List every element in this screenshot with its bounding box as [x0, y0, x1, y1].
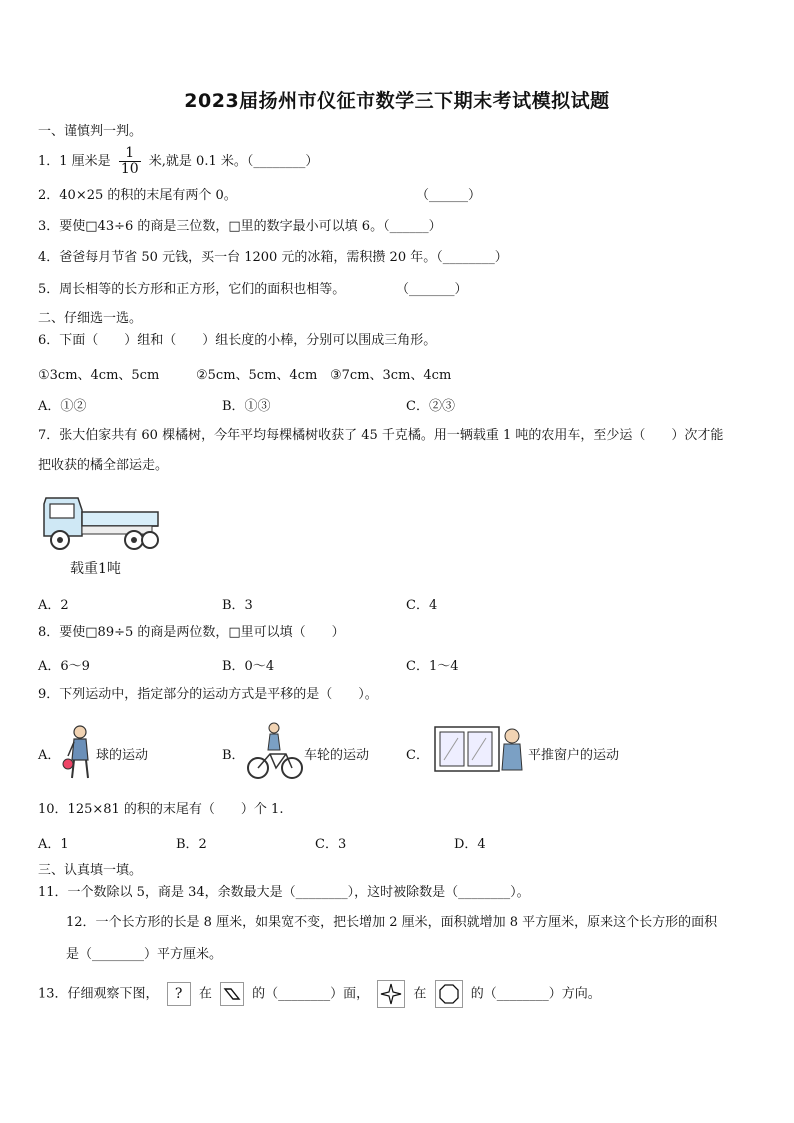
question-3: 3．要使□43÷6 的商是三位数，□里的数字最小可以填 6。（______）: [38, 219, 442, 234]
q13-in-2: 在: [413, 986, 427, 1002]
section-heading-1: 一、谨慎判一判。: [38, 124, 143, 139]
section-heading-2: 二、仔细选一选。: [38, 311, 143, 326]
question-4: 4．爸爸每月节省 50 元钱，买一台 1200 元的冰箱，需积攒 20 年。（________）: [38, 250, 508, 265]
window-icon: [434, 724, 528, 774]
question-10: 10．125×81 的积的末尾有（ ）个 1.: [38, 802, 284, 817]
q2-answer-blank: （______）: [416, 188, 482, 203]
octagon-box-icon: [435, 980, 463, 1008]
q10-option-c[interactable]: C．3: [315, 837, 347, 852]
q9-option-b-letter[interactable]: B．: [222, 748, 245, 763]
q7-option-a[interactable]: A．2: [38, 598, 69, 613]
question-12-line-1: 12．一个长方形的长是 8 厘米，如果宽不变，把长增加 2 厘米，面积就增加 8 平方厘米，原来这个长方形的面积: [66, 915, 718, 930]
fraction-denominator: 10: [120, 161, 139, 177]
q7-option-b[interactable]: B．3: [222, 598, 253, 613]
q6-group-3: ③7cm、3cm、4cm: [330, 368, 452, 383]
q9-option-c-letter[interactable]: C．: [406, 748, 429, 763]
question-2: 2．40×25 的积的末尾有两个 0。: [38, 188, 237, 203]
question-5: 5．周长相等的长方形和正方形，它们的面积也相等。: [38, 282, 346, 297]
q9-option-b-label: 车轮的运动: [304, 748, 370, 763]
q1-suffix: 米,就是 0.1 米。（________）: [148, 154, 319, 169]
q6-option-c[interactable]: C．②③: [406, 399, 455, 414]
q6-group-1: ①3cm、4cm、5cm: [38, 368, 160, 383]
question-mark-box-icon: ?: [167, 982, 191, 1006]
q5-answer-blank: （_______）: [396, 282, 468, 297]
q13-of-2: 的（________）方向。: [470, 986, 601, 1002]
question-6: 6．下面（ ）组和（ ）组长度的小棒，分别可以围成三角形。: [38, 333, 437, 348]
q10-option-d[interactable]: D．4: [454, 837, 486, 852]
q10-option-a[interactable]: A．1: [38, 837, 69, 852]
q8-option-c[interactable]: C．1～4: [406, 659, 459, 674]
fraction-numerator: 1: [119, 146, 141, 162]
question-7-line-2: 把收获的橘全部运走。: [38, 458, 169, 473]
q9-option-a-letter[interactable]: A．: [38, 748, 61, 763]
q6-option-a[interactable]: A．①②: [38, 399, 87, 414]
question-7-line-1: 7．张大伯家共有 60 棵橘树，今年平均每棵橘树收获了 45 千克橘。用一辆载重 1 吨的农用车，至少运（ ）次才能: [38, 428, 724, 443]
question-1: [38, 146, 318, 177]
q6-group-2: ②5cm、5cm、4cm: [196, 368, 318, 383]
four-point-star-box-icon: [377, 980, 405, 1008]
q13-prefix: 13．仔细观察下图，: [38, 986, 159, 1002]
parallelogram-box-icon: [220, 982, 244, 1006]
question-9: 9．下列运动中，指定部分的运动方式是平移的是（ ）。: [38, 687, 378, 702]
q7-option-c[interactable]: C．4: [406, 598, 438, 613]
page-title: 2023届扬州市仪征市数学三下期末考试模拟试题: [184, 90, 610, 112]
question-11: 11．一个数除以 5，商是 34，余数最大是（________），这时被除数是（________）。: [38, 885, 530, 900]
question-13: [38, 980, 601, 1008]
ball-player-icon: [62, 724, 96, 780]
q9-option-c-label: 平推窗户的运动: [528, 748, 620, 763]
question-12-line-2: 是（________）平方厘米。: [66, 947, 223, 962]
q9-option-a-label: 球的运动: [96, 748, 149, 763]
q1-prefix: 1．1 厘米是: [38, 154, 111, 169]
q8-option-a[interactable]: A．6～9: [38, 659, 90, 674]
question-8: 8．要使□89÷5 的商是两位数，□里可以填（ ）: [38, 625, 345, 640]
q13-in-1: 在: [198, 986, 212, 1002]
q6-option-b[interactable]: B．①③: [222, 399, 271, 414]
bicycle-icon: [246, 722, 304, 782]
truck-icon: [38, 490, 162, 556]
q13-of-1: 的（________）面，: [252, 986, 370, 1002]
section-heading-3: 三、认真填一填。: [38, 863, 143, 878]
q10-option-b[interactable]: B．2: [176, 837, 207, 852]
fraction: [119, 146, 141, 177]
truck-label: 载重1吨: [70, 561, 121, 577]
q8-option-b[interactable]: B．0～4: [222, 659, 275, 674]
